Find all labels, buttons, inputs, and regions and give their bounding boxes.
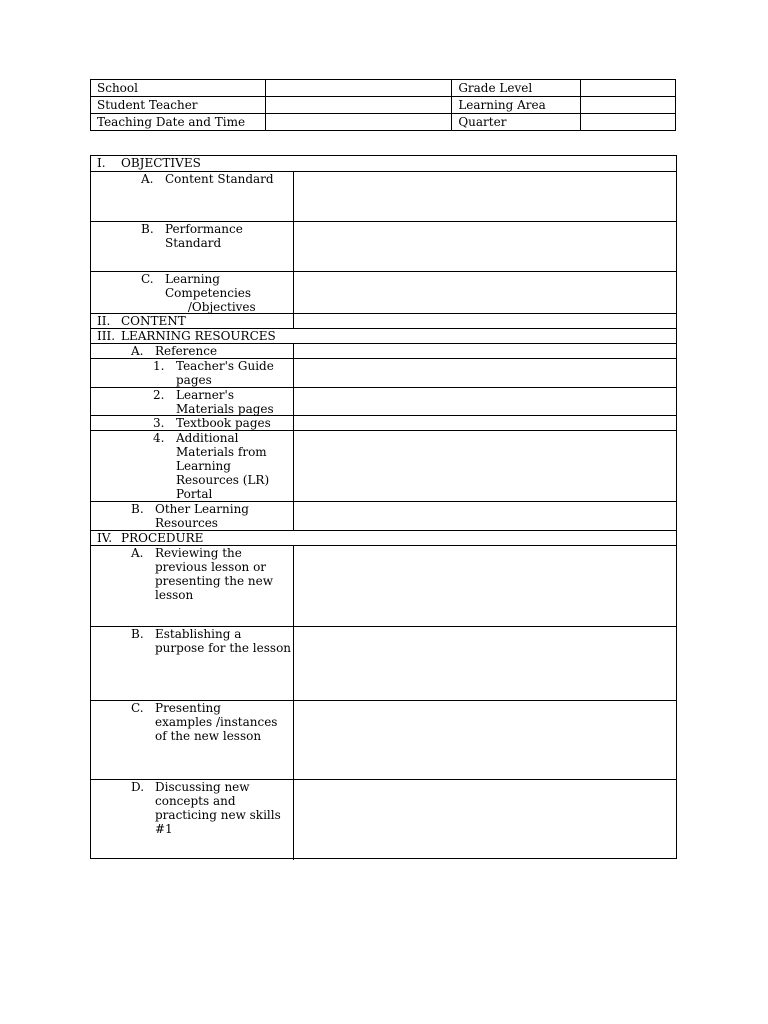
row-label-cell <box>91 388 294 415</box>
item-label: examples /instances <box>155 715 278 729</box>
section-heading-row <box>91 531 676 546</box>
item-label: Reviewing the <box>155 546 242 560</box>
lesson-plan-table <box>90 155 677 859</box>
item-label: Other Learning <box>155 502 249 516</box>
item-label: lesson <box>155 588 194 602</box>
item-label: Resources (LR) <box>176 473 270 487</box>
plan-row <box>91 388 676 416</box>
plan-row <box>91 172 676 222</box>
item-label: purpose for the lesson <box>155 641 292 655</box>
plan-row <box>91 627 676 701</box>
item-label: /Objectives <box>165 300 256 314</box>
item-number: C. <box>131 701 144 715</box>
item-number: A. <box>131 344 144 358</box>
item-number: A. <box>131 546 144 560</box>
item-label: Teacher's Guide <box>176 359 274 373</box>
item-label: Learning <box>165 272 220 286</box>
row-label-cell <box>91 701 294 779</box>
item-number: 1. <box>153 359 165 373</box>
header-value-field[interactable] <box>581 80 676 97</box>
row-label-cell <box>91 416 294 430</box>
item-label: LEARNING RESOURCES <box>121 329 276 343</box>
row-label-cell <box>91 156 676 171</box>
row-label-cell <box>91 272 294 313</box>
item-label: Materials from <box>176 445 267 459</box>
row-entry-cell[interactable] <box>295 546 676 626</box>
item-label: Reference <box>155 344 218 358</box>
plan-row <box>91 222 676 272</box>
row-entry-cell[interactable] <box>295 172 676 221</box>
plan-row <box>91 314 676 329</box>
header-value-field[interactable] <box>265 114 452 131</box>
item-label: concepts and <box>155 794 236 808</box>
row-entry-cell[interactable] <box>295 314 676 328</box>
header-value-field[interactable] <box>581 97 676 114</box>
item-label: of the new lesson <box>155 729 262 743</box>
item-label: Learner's <box>176 388 234 402</box>
header-label: Quarter <box>452 114 581 131</box>
plan-row <box>91 701 676 780</box>
item-label: Establishing a <box>155 627 242 641</box>
item-label: CONTENT <box>121 314 186 328</box>
row-label-cell <box>91 359 294 387</box>
row-label-cell <box>91 222 294 271</box>
header-row <box>91 80 676 97</box>
item-label: OBJECTIVES <box>121 156 201 170</box>
header-value-field[interactable] <box>265 80 452 97</box>
plan-row <box>91 546 676 627</box>
row-entry-cell[interactable] <box>295 388 676 415</box>
item-number: A. <box>141 172 154 186</box>
item-label: Additional <box>176 431 239 445</box>
item-label: pages <box>176 373 212 387</box>
section-heading-row <box>91 329 676 344</box>
row-entry-cell[interactable] <box>295 416 676 430</box>
row-label-cell <box>91 344 294 358</box>
plan-row <box>91 344 676 359</box>
item-number: B. <box>131 502 144 516</box>
header-label: Teaching Date and Time <box>91 114 266 131</box>
header-value-field[interactable] <box>581 114 676 131</box>
item-number: D. <box>131 780 145 794</box>
item-label: Presenting <box>155 701 221 715</box>
header-info-table <box>90 79 676 131</box>
row-label-cell <box>91 431 294 501</box>
section-heading-row <box>91 156 676 172</box>
plan-row <box>91 272 676 314</box>
item-number: B. <box>141 222 154 236</box>
header-row <box>91 114 676 131</box>
plan-row <box>91 431 676 502</box>
item-number: 3. <box>153 416 165 430</box>
item-number: IV. <box>97 531 113 545</box>
item-number: C. <box>141 272 154 286</box>
row-entry-cell[interactable] <box>295 344 676 358</box>
item-label: Competencies <box>165 286 252 300</box>
item-label: #1 <box>155 822 173 836</box>
plan-row <box>91 416 676 431</box>
header-label: Student Teacher <box>91 97 266 114</box>
item-number: 4. <box>153 431 165 445</box>
item-number: B. <box>131 627 144 641</box>
row-label-cell <box>91 780 294 860</box>
item-label: Materials pages <box>176 402 274 416</box>
row-label-cell <box>91 172 294 221</box>
header-label: School <box>91 80 266 97</box>
item-number: II. <box>97 314 111 328</box>
row-entry-cell[interactable] <box>295 701 676 779</box>
row-label-cell <box>91 627 294 700</box>
item-label: Resources <box>155 516 218 530</box>
item-label: Content Standard <box>165 172 274 186</box>
row-entry-cell[interactable] <box>295 222 676 271</box>
item-label: Performance <box>165 222 243 236</box>
item-number: I. <box>97 156 106 170</box>
header-value-field[interactable] <box>265 97 452 114</box>
item-number: III. <box>97 329 116 343</box>
item-label: Textbook pages <box>176 416 271 430</box>
row-entry-cell[interactable] <box>295 431 676 501</box>
row-label-cell <box>91 314 294 328</box>
item-label: presenting the new <box>155 574 273 588</box>
item-label: previous lesson or <box>155 560 267 574</box>
row-label-cell <box>91 546 294 626</box>
row-entry-cell[interactable] <box>295 627 676 700</box>
item-label: Discussing new <box>155 780 250 794</box>
row-entry-cell[interactable] <box>295 359 676 387</box>
plan-row <box>91 359 676 388</box>
row-entry-cell[interactable] <box>295 502 676 530</box>
item-label: Learning <box>176 459 231 473</box>
row-label-cell <box>91 502 294 530</box>
header-row <box>91 97 676 114</box>
item-label: Portal <box>176 487 213 501</box>
item-number: 2. <box>153 388 165 402</box>
item-label: Standard <box>165 236 222 250</box>
item-label: PROCEDURE <box>121 531 204 545</box>
row-label-cell <box>91 531 676 545</box>
plan-row <box>91 780 676 860</box>
item-label: practicing new skills <box>155 808 281 822</box>
plan-row <box>91 502 676 531</box>
header-label: Learning Area <box>452 97 581 114</box>
row-label-cell <box>91 329 676 343</box>
row-entry-cell[interactable] <box>295 272 676 313</box>
header-label: Grade Level <box>452 80 581 97</box>
row-entry-cell[interactable] <box>295 780 676 860</box>
